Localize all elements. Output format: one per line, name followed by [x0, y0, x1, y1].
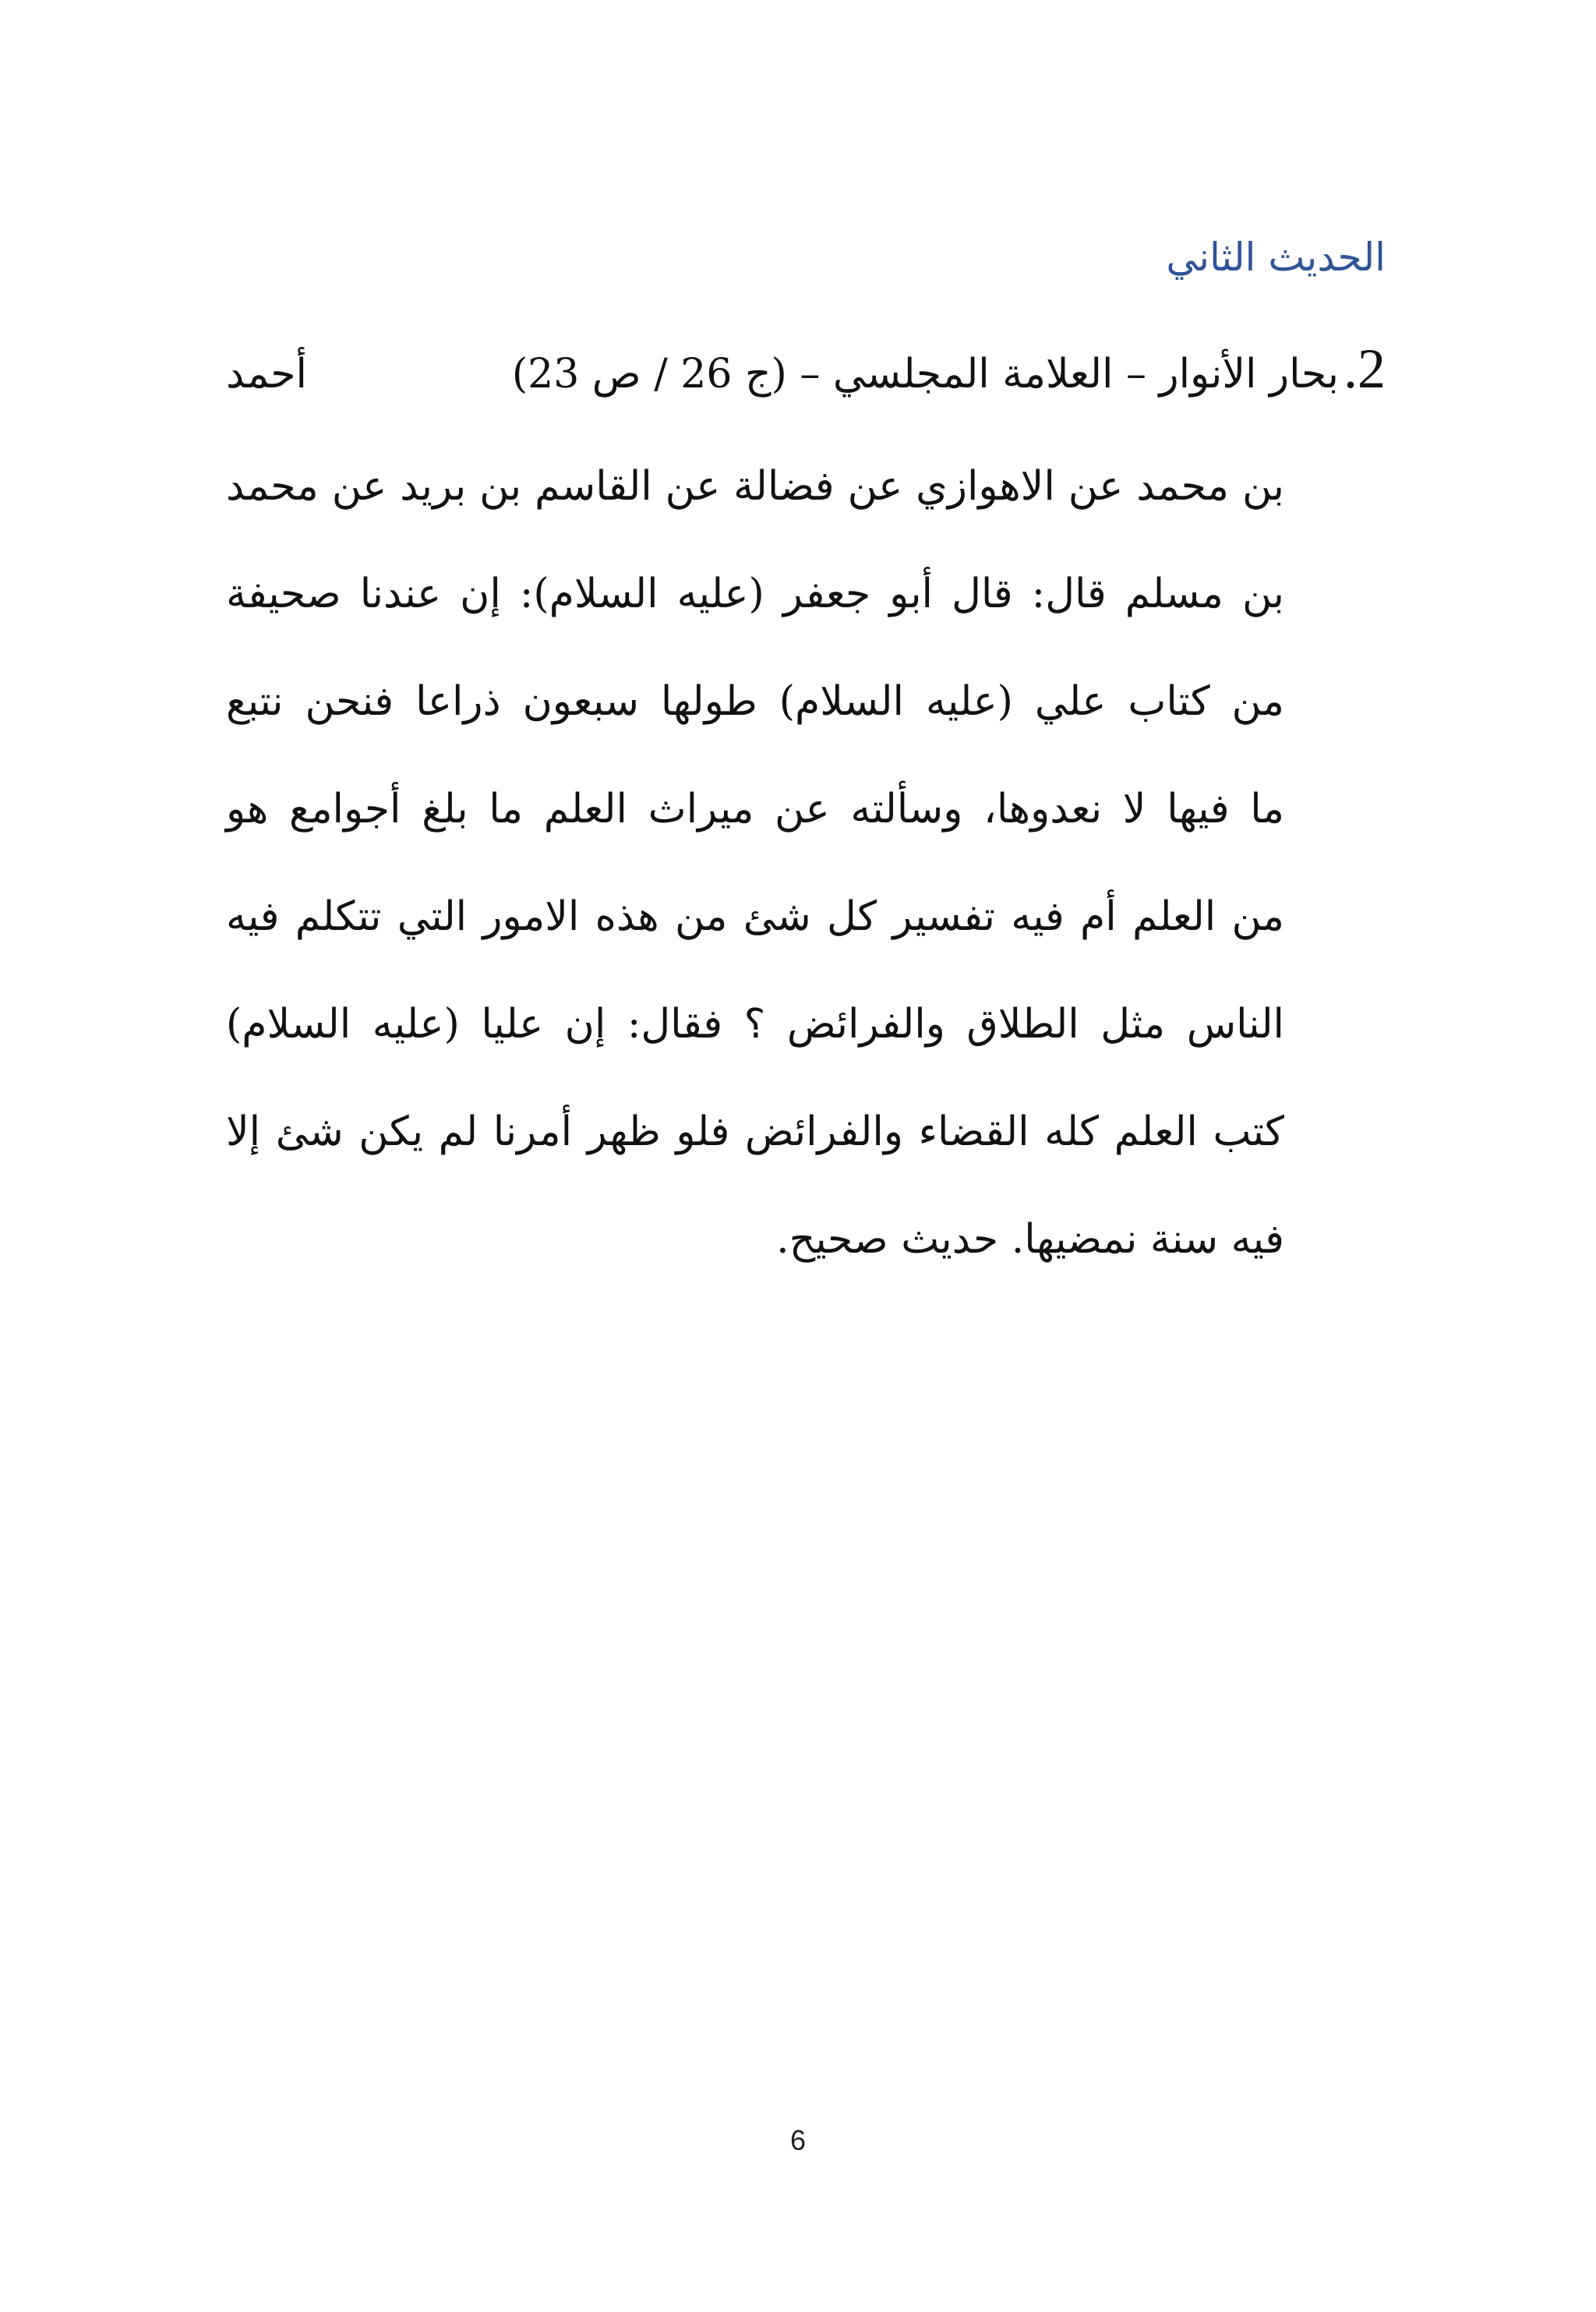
- text-line: من كتاب علي (عليه السلام) طولها سبعون ذراعا فنحن نتبع: [226, 678, 1284, 725]
- hadith-source: [512, 335, 1386, 402]
- hadith-text: [226, 433, 1284, 1293]
- text-line: كتب العلم كله القضاء والفرائض فلو ظهر أمرنا لم يكن شئ إلا: [226, 1108, 1284, 1155]
- section-heading: الحديث الثاني: [1166, 235, 1386, 280]
- page-number: 6: [789, 2124, 807, 2156]
- first-word: أحمد: [226, 351, 307, 398]
- hadith-first-line: [226, 335, 1386, 402]
- text-line: فيه سنة نمضيها. حديث صحيح.: [776, 1216, 1284, 1263]
- text-line: بن محمد عن الاهوازي عن فضالة عن القاسم بن بريد عن محمد: [226, 463, 1284, 510]
- text-line: الناس مثل الطلاق والفرائض ؟ فقال: إن عليا (عليه السلام): [226, 1001, 1284, 1048]
- hadith-number: 2.: [1344, 338, 1386, 400]
- source-citation: بحار الأنوار – العلامة المجلسي – (ج 26 / ص 23): [511, 351, 1339, 398]
- text-line: من العلم أم فيه تفسير كل شئ من هذه الامور التي تتكلم فيه: [226, 893, 1284, 940]
- text-line: بن مسلم قال: قال أبو جعفر (عليه السلام): إن عندنا صحيفة: [226, 571, 1284, 617]
- text-line: ما فيها لا نعدوها، وسألته عن ميراث العلم ما بلغ أجوامع هو: [226, 786, 1284, 833]
